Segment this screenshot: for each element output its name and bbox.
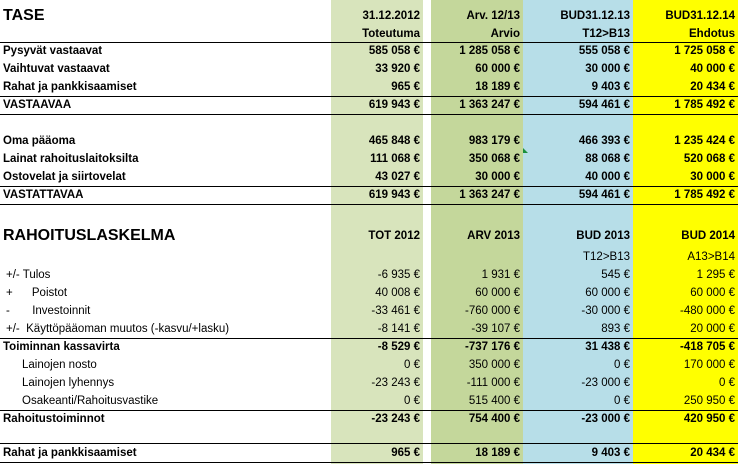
cell: 1 235 424 € [674,135,735,147]
tase-subheader-2: Arvio [490,28,520,40]
row-label: Rahoitustoiminnot [3,413,105,425]
tase-header-row [0,6,738,26]
row-label: - Investoinnit [6,305,91,317]
table-row [0,60,738,78]
cell: 983 179 € [468,135,520,147]
cell: -6 935 € [377,269,420,281]
row-label: + Poistot [6,287,68,299]
cell: 1 363 247 € [459,189,520,201]
row-label: Ostovelat ja siirtovelat [3,171,126,183]
cell: 754 400 € [468,413,520,425]
row-label: Vaihtuvat vastaavat [3,63,110,75]
cell: 545 € [601,269,630,281]
cell: 60 000 € [690,287,735,299]
rahoitus-title: RAHOITUSLASKELMA [3,227,176,244]
table-row [0,356,738,374]
cell: -23 000 € [581,377,630,389]
cell: 0 € [614,359,630,371]
cell: 965 € [391,447,420,459]
cell: 40 008 € [375,287,420,299]
cell: 40 000 € [585,171,630,183]
cell: 1 363 247 € [459,99,520,111]
cell: 60 000 € [475,287,520,299]
cell: 1 931 € [481,269,520,281]
cell: 30 000 € [475,171,520,183]
cell: -8 141 € [377,323,420,335]
table-row [0,302,738,320]
cell: 555 058 € [578,45,630,57]
row-label: Pysyvät vastaavat [3,45,103,57]
tase-header-2: Arv. 12/13 [466,10,520,22]
rahoitus-header-2: ARV 2013 [467,230,520,242]
cell: 9 403 € [591,447,630,459]
cell: 619 943 € [368,189,420,201]
rahoitus-header-4: BUD 2014 [681,230,735,242]
cell: 1 285 058 € [459,45,520,57]
tase-header-3: BUD31.12.13 [560,10,630,22]
row-label: Toiminnan kassavirta [3,341,120,353]
cell: 60 000 € [475,63,520,75]
cell: -23 243 € [371,413,420,425]
comment-indicator-icon[interactable] [523,148,528,153]
tase-title: TASE [3,7,45,24]
cell: 43 027 € [375,171,420,183]
cell: 40 000 € [690,63,735,75]
divider [0,114,738,115]
cell: 619 943 € [368,99,420,111]
cell: 0 € [614,395,630,407]
cell: -30 000 € [581,305,630,317]
divider [0,204,738,205]
cell: 18 189 € [475,447,520,459]
cell: 111 068 € [370,153,420,165]
cell: 9 403 € [591,81,630,93]
cell: 350 000 € [468,359,520,371]
cell: 88 068 € [585,153,630,165]
cell: 465 848 € [368,135,420,147]
cell: 965 € [391,81,420,93]
table-row [0,96,738,114]
table-row [0,78,738,96]
cell: 585 058 € [368,45,420,57]
cell: 170 000 € [683,359,735,371]
table-row [0,410,738,428]
cell: 594 461 € [578,99,630,111]
table-row [0,150,738,168]
cell: 0 € [404,395,420,407]
cell: 1 785 492 € [674,189,735,201]
table-row [0,42,738,60]
tase-subheader-3: T12>B13 [582,28,630,40]
cell: -23 243 € [371,377,420,389]
cell: -39 107 € [471,323,520,335]
tase-subheader-row [0,25,738,43]
table-row [0,168,738,186]
row-label: Lainat rahoituslaitoksilta [3,153,139,165]
cell: 60 000 € [585,287,630,299]
rahoitus-header-1: TOT 2012 [368,230,420,242]
row-label: Rahat ja pankkisaamiset [3,447,137,459]
cell: 466 393 € [578,135,630,147]
cell: 30 000 € [690,171,735,183]
table-row [0,132,738,150]
cell: -418 705 € [680,341,735,353]
cell: 1 725 058 € [674,45,735,57]
tase-subheader-4: Ehdotus [689,28,735,40]
cell: 33 920 € [375,63,420,75]
cell: 250 950 € [683,395,735,407]
cell: -111 000 € [466,377,520,389]
cell: -737 176 € [465,341,520,353]
cell: 420 950 € [683,413,735,425]
row-label: Osakeanti/Rahoitusvastike [22,395,159,407]
cell: 594 461 € [578,189,630,201]
cell: 350 068 € [468,153,520,165]
cell: -33 461 € [371,305,420,317]
cell: 20 434 € [690,447,735,459]
cell: 31 438 € [585,341,630,353]
table-row [0,374,738,392]
cell: 20 434 € [690,81,735,93]
table-row [0,284,738,302]
tase-header-1: 31.12.2012 [362,10,420,22]
cell: -23 000 € [581,413,630,425]
cell: -480 000 € [680,305,735,317]
rahoitus-header-3: BUD 2013 [576,230,630,242]
tase-subheader-1: Toteutuma [362,28,420,40]
table-row [0,320,738,338]
row-label: Rahat ja pankkisaamiset [3,81,137,93]
cell: 18 189 € [475,81,520,93]
cell: 20 000 € [690,323,735,335]
cell: 30 000 € [585,63,630,75]
rahoitus-header-row [0,226,738,246]
table-row [0,266,738,284]
row-label: Oma pääoma [3,135,76,147]
row-label: Lainojen lyhennys [22,377,115,389]
cell: -8 529 € [377,341,420,353]
row-label: VASTATTAVAA [3,189,84,201]
table-row [0,444,738,462]
row-label: VASTAAVAA [3,99,72,111]
cell: 893 € [601,323,630,335]
cell: 515 400 € [468,395,520,407]
cell: 1 785 492 € [674,99,735,111]
table-row [0,392,738,410]
cell: 1 295 € [696,269,735,281]
divider [0,462,738,463]
cell: 0 € [404,359,420,371]
table-row [0,338,738,356]
cell: -760 000 € [465,305,520,317]
rahoitus-subheader-4: A13>B14 [687,251,735,263]
rahoitus-subheader-row [0,248,738,266]
table-row [0,186,738,204]
row-label: Lainojen nosto [22,359,97,371]
tase-header-4: BUD31.12.14 [665,10,735,22]
cell: 520 068 € [683,153,735,165]
cell: 0 € [719,377,735,389]
row-label: +/- Käyttöpääoman muutos (-kasvu/+lasku) [6,323,230,335]
rahoitus-subheader-3: T12>B13 [583,251,630,263]
row-label: +/- Tulos [6,269,51,281]
